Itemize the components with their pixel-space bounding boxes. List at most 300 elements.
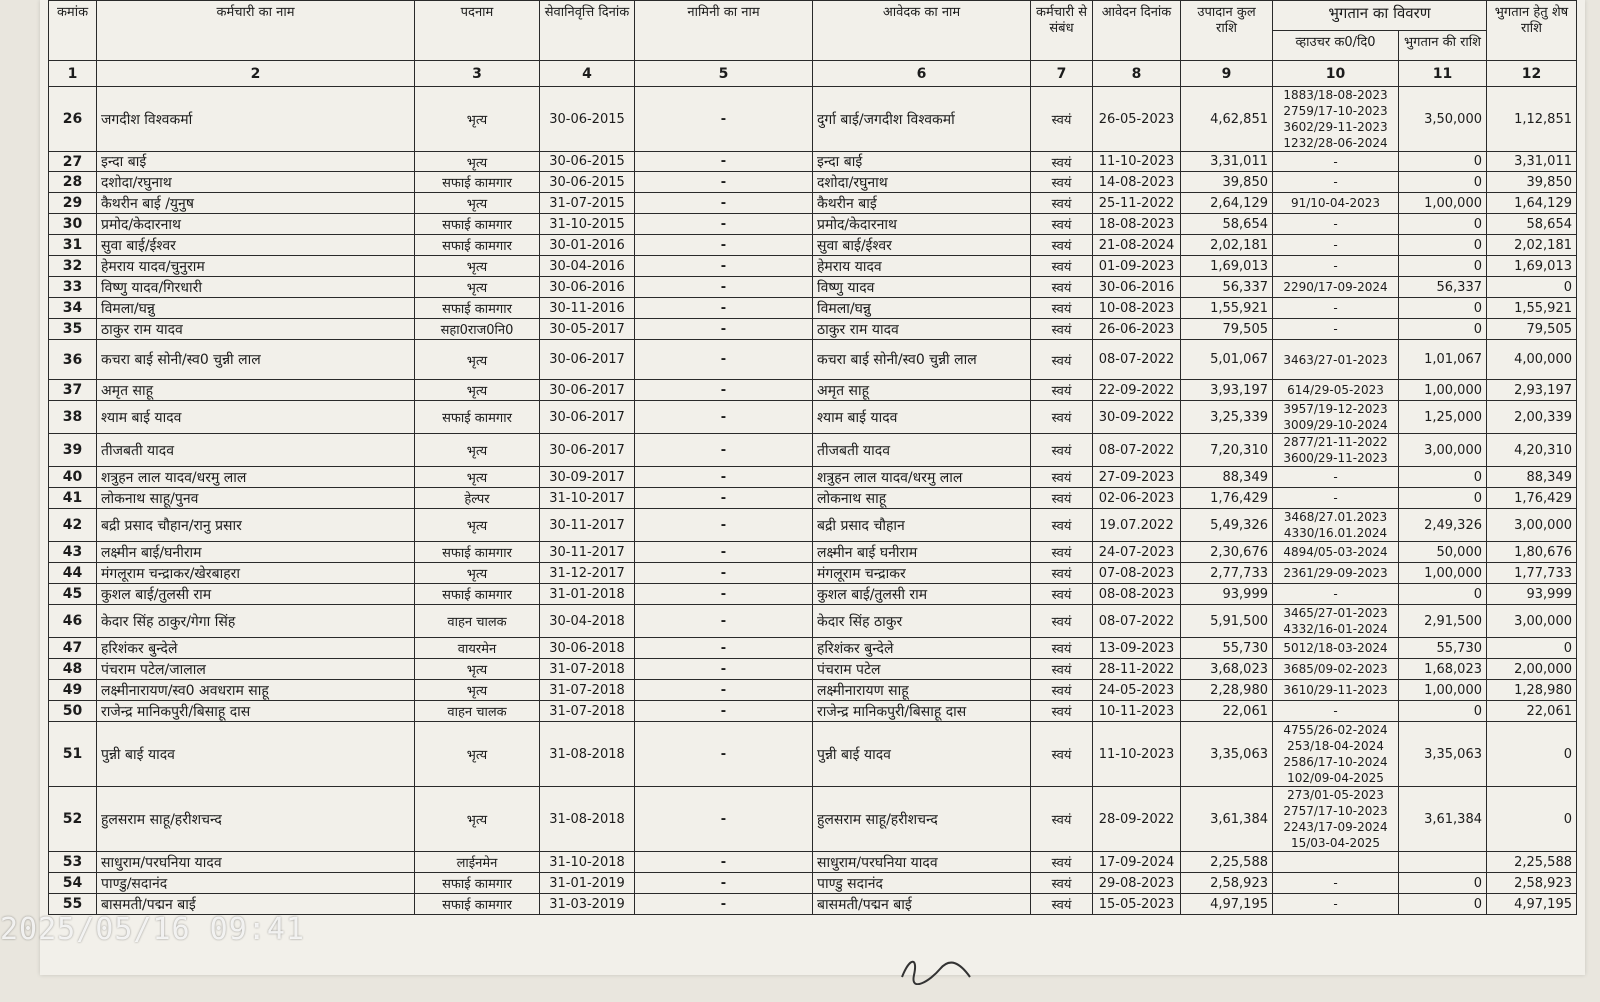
voucher-cell: - xyxy=(1273,873,1399,894)
balance-cell: 2,93,197 xyxy=(1487,380,1577,401)
designation-cell: भृत्य xyxy=(415,722,540,787)
retirement-date-cell: 31-07-2018 xyxy=(540,701,635,722)
applicant-name-cell: पाण्डु सदानंद xyxy=(813,873,1031,894)
application-date-cell: 08-07-2022 xyxy=(1093,434,1181,467)
designation-cell: भृत्य xyxy=(415,380,540,401)
table-row xyxy=(49,256,1577,277)
nominee-cell: - xyxy=(635,701,813,722)
applicant-name-cell: राजेन्द्र मानिकपुरी/बिसाहू दास xyxy=(813,701,1031,722)
nominee-cell: - xyxy=(635,488,813,509)
balance-cell: 88,349 xyxy=(1487,467,1577,488)
relation-cell: स्वयं xyxy=(1031,256,1093,277)
employee-name-cell: लोकनाथ साहू/पुनव xyxy=(97,488,415,509)
nominee-cell: - xyxy=(635,638,813,659)
gratuity-total-cell: 2,02,181 xyxy=(1181,235,1273,256)
applicant-name-cell: दुर्गा बाई/जगदीश विश्वकर्मा xyxy=(813,87,1031,152)
gratuity-total-cell: 2,58,923 xyxy=(1181,873,1273,894)
applicant-name-cell: बासमती/पद्मन बाई xyxy=(813,894,1031,915)
voucher-cell: - xyxy=(1273,488,1399,509)
relation-cell: स्वयं xyxy=(1031,298,1093,319)
relation-cell: स्वयं xyxy=(1031,659,1093,680)
relation-cell: स्वयं xyxy=(1031,509,1093,542)
applicant-name-cell: प्रमोद/केदारनाथ xyxy=(813,214,1031,235)
applicant-name-cell: साधुराम/परघनिया यादव xyxy=(813,852,1031,873)
header-voucher: व्हाउचर क0/दि0 xyxy=(1273,31,1399,61)
applicant-name-cell: अमृत साहू xyxy=(813,380,1031,401)
designation-cell: वाहन चालक xyxy=(415,605,540,638)
retirement-date-cell: 31-08-2018 xyxy=(540,787,635,852)
designation-cell: भृत्य xyxy=(415,659,540,680)
applicant-name-cell: कचरा बाई सोनी/स्व0 चुन्नी लाल xyxy=(813,340,1031,380)
table-row xyxy=(49,542,1577,563)
designation-cell: भृत्य xyxy=(415,256,540,277)
gratuity-total-cell: 58,654 xyxy=(1181,214,1273,235)
retirement-date-cell: 31-08-2018 xyxy=(540,722,635,787)
application-date-cell: 28-11-2022 xyxy=(1093,659,1181,680)
header-payment-details: भुगतान का विवरण xyxy=(1273,1,1487,31)
retirement-date-cell: 30-05-2017 xyxy=(540,319,635,340)
gratuity-register-table xyxy=(48,0,1577,915)
designation-cell: सफाई कामगार xyxy=(415,235,540,256)
applicant-name-cell: श्याम बाई यादव xyxy=(813,401,1031,434)
voucher-cell: 3463/27-01-2023 xyxy=(1273,340,1399,380)
table-row xyxy=(49,298,1577,319)
header-row-top xyxy=(49,1,1577,31)
payment-amount-cell: 50,000 xyxy=(1399,542,1487,563)
voucher-cell: - xyxy=(1273,152,1399,172)
voucher-cell: 273/01-05-2023 2757/17-10-2023 2243/17-09-2024 15/03-04-2025 xyxy=(1273,787,1399,852)
table-row xyxy=(49,340,1577,380)
serial-cell: 40 xyxy=(49,467,97,488)
employee-name-cell: लक्ष्मीनारायण/स्व0 अवधराम साहू xyxy=(97,680,415,701)
retirement-date-cell: 30-06-2015 xyxy=(540,87,635,152)
retirement-date-cell: 30-09-2017 xyxy=(540,467,635,488)
payment-amount-cell: 1,00,000 xyxy=(1399,563,1487,584)
application-date-cell: 29-08-2023 xyxy=(1093,873,1181,894)
application-date-cell: 22-09-2022 xyxy=(1093,380,1181,401)
gratuity-total-cell: 3,68,023 xyxy=(1181,659,1273,680)
employee-name-cell: सुवा बाई/ईश्वर xyxy=(97,235,415,256)
applicant-name-cell: तीजबती यादव xyxy=(813,434,1031,467)
table-row xyxy=(49,467,1577,488)
nominee-cell: - xyxy=(635,584,813,605)
relation-cell: स्वयं xyxy=(1031,340,1093,380)
nominee-cell: - xyxy=(635,659,813,680)
header-nominee-name: नामिनी का नाम xyxy=(635,1,813,61)
designation-cell: वाहन चालक xyxy=(415,701,540,722)
voucher-cell: 5012/18-03-2024 xyxy=(1273,638,1399,659)
gratuity-total-cell: 2,77,733 xyxy=(1181,563,1273,584)
balance-cell: 0 xyxy=(1487,277,1577,298)
nominee-cell: - xyxy=(635,193,813,214)
table-row xyxy=(49,488,1577,509)
applicant-name-cell: मंगलूराम चन्द्राकर xyxy=(813,563,1031,584)
payment-amount-cell: 0 xyxy=(1399,298,1487,319)
relation-cell: स्वयं xyxy=(1031,214,1093,235)
voucher-cell: - xyxy=(1273,214,1399,235)
payment-amount-cell: 0 xyxy=(1399,488,1487,509)
payment-amount-cell: 0 xyxy=(1399,701,1487,722)
retirement-date-cell: 31-07-2018 xyxy=(540,680,635,701)
employee-name-cell: विष्णु यादव/गिरधारी xyxy=(97,277,415,298)
employee-name-cell: लक्ष्मीन बाई/घनीराम xyxy=(97,542,415,563)
gratuity-total-cell: 3,61,384 xyxy=(1181,787,1273,852)
nominee-cell: - xyxy=(635,722,813,787)
voucher-cell: 4755/26-02-2024 253/18-04-2024 2586/17-10-2024 102/09-04-2025 xyxy=(1273,722,1399,787)
payment-amount-cell: 0 xyxy=(1399,584,1487,605)
payment-amount-cell: 0 xyxy=(1399,319,1487,340)
balance-cell: 4,00,000 xyxy=(1487,340,1577,380)
payment-amount-cell: 55,730 xyxy=(1399,638,1487,659)
column-number: 2 xyxy=(97,61,415,87)
table-row xyxy=(49,787,1577,852)
relation-cell: स्वयं xyxy=(1031,193,1093,214)
gratuity-total-cell: 1,76,429 xyxy=(1181,488,1273,509)
table-row xyxy=(49,852,1577,873)
serial-cell: 45 xyxy=(49,584,97,605)
relation-cell: स्वयं xyxy=(1031,467,1093,488)
payment-amount-cell: 3,61,384 xyxy=(1399,787,1487,852)
column-number: 10 xyxy=(1273,61,1399,87)
voucher-cell: 91/10-04-2023 xyxy=(1273,193,1399,214)
applicant-name-cell: दशोदा/रघुनाथ xyxy=(813,172,1031,193)
applicant-name-cell: लक्ष्मीन बाई घनीराम xyxy=(813,542,1031,563)
application-date-cell: 30-09-2022 xyxy=(1093,401,1181,434)
gratuity-total-cell: 1,69,013 xyxy=(1181,256,1273,277)
document-sheet xyxy=(40,0,1585,975)
payment-amount-cell: 1,68,023 xyxy=(1399,659,1487,680)
gratuity-total-cell: 3,93,197 xyxy=(1181,380,1273,401)
nominee-cell: - xyxy=(635,894,813,915)
table-row xyxy=(49,680,1577,701)
payment-amount-cell: 56,337 xyxy=(1399,277,1487,298)
serial-cell: 28 xyxy=(49,172,97,193)
employee-name-cell: कुशल बाई/तुलसी राम xyxy=(97,584,415,605)
payment-amount-cell xyxy=(1399,852,1487,873)
nominee-cell: - xyxy=(635,467,813,488)
employee-name-cell: साधुराम/परघनिया यादव xyxy=(97,852,415,873)
voucher-cell: 3957/19-12-2023 3009/29-10-2024 xyxy=(1273,401,1399,434)
serial-cell: 26 xyxy=(49,87,97,152)
application-date-cell: 26-05-2023 xyxy=(1093,87,1181,152)
serial-cell: 38 xyxy=(49,401,97,434)
table-row xyxy=(49,214,1577,235)
employee-name-cell: कैथरीन बाई /युनुष xyxy=(97,193,415,214)
table-row xyxy=(49,87,1577,152)
applicant-name-cell: हेमराय यादव xyxy=(813,256,1031,277)
voucher-cell: - xyxy=(1273,256,1399,277)
column-number: 4 xyxy=(540,61,635,87)
table-row xyxy=(49,584,1577,605)
payment-amount-cell: 3,00,000 xyxy=(1399,434,1487,467)
gratuity-total-cell: 2,64,129 xyxy=(1181,193,1273,214)
application-date-cell: 02-06-2023 xyxy=(1093,488,1181,509)
nominee-cell: - xyxy=(635,214,813,235)
designation-cell: भृत्य xyxy=(415,680,540,701)
voucher-cell: - xyxy=(1273,701,1399,722)
column-number: 6 xyxy=(813,61,1031,87)
relation-cell: स्वयं xyxy=(1031,605,1093,638)
employee-name-cell: हुलसराम साहू/हरीशचन्द xyxy=(97,787,415,852)
relation-cell: स्वयं xyxy=(1031,488,1093,509)
designation-cell: भृत्य xyxy=(415,340,540,380)
serial-cell: 53 xyxy=(49,852,97,873)
designation-cell: लाईनमेन xyxy=(415,852,540,873)
nominee-cell: - xyxy=(635,873,813,894)
column-number: 3 xyxy=(415,61,540,87)
employee-name-cell: पाण्डु/सदानंद xyxy=(97,873,415,894)
gratuity-total-cell: 79,505 xyxy=(1181,319,1273,340)
nominee-cell: - xyxy=(635,152,813,172)
relation-cell: स्वयं xyxy=(1031,584,1093,605)
balance-cell: 1,69,013 xyxy=(1487,256,1577,277)
balance-cell: 1,64,129 xyxy=(1487,193,1577,214)
gratuity-total-cell: 22,061 xyxy=(1181,701,1273,722)
application-date-cell: 08-07-2022 xyxy=(1093,340,1181,380)
employee-name-cell: अमृत साहू xyxy=(97,380,415,401)
serial-cell: 33 xyxy=(49,277,97,298)
nominee-cell: - xyxy=(635,434,813,467)
balance-cell: 1,76,429 xyxy=(1487,488,1577,509)
relation-cell: स्वयं xyxy=(1031,152,1093,172)
nominee-cell: - xyxy=(635,605,813,638)
header-payment-amount: भुगतान की राशि xyxy=(1399,31,1487,61)
applicant-name-cell: पंचराम पटेल xyxy=(813,659,1031,680)
register-body xyxy=(49,87,1577,915)
gratuity-total-cell: 3,35,063 xyxy=(1181,722,1273,787)
serial-cell: 55 xyxy=(49,894,97,915)
relation-cell: स्वयं xyxy=(1031,787,1093,852)
relation-cell: स्वयं xyxy=(1031,894,1093,915)
employee-name-cell: केदार सिंह ठाकुर/गेगा सिंह xyxy=(97,605,415,638)
application-date-cell: 27-09-2023 xyxy=(1093,467,1181,488)
table-row xyxy=(49,319,1577,340)
payment-amount-cell: 0 xyxy=(1399,467,1487,488)
voucher-cell: 4894/05-03-2024 xyxy=(1273,542,1399,563)
applicant-name-cell: इन्दा बाई xyxy=(813,152,1031,172)
voucher-cell: 3468/27.01.2023 4330/16.01.2024 xyxy=(1273,509,1399,542)
retirement-date-cell: 31-12-2017 xyxy=(540,563,635,584)
retirement-date-cell: 30-06-2015 xyxy=(540,172,635,193)
gratuity-total-cell: 4,62,851 xyxy=(1181,87,1273,152)
gratuity-total-cell: 2,28,980 xyxy=(1181,680,1273,701)
nominee-cell: - xyxy=(635,340,813,380)
header-designation: पदनाम xyxy=(415,1,540,61)
voucher-cell: 3685/09-02-2023 xyxy=(1273,659,1399,680)
designation-cell: भृत्य xyxy=(415,434,540,467)
applicant-name-cell: हुलसराम साहू/हरीशचन्द xyxy=(813,787,1031,852)
header-retirement-date: सेवानिवृत्ति दिनांक xyxy=(540,1,635,61)
applicant-name-cell: लक्ष्मीनारायण साहू xyxy=(813,680,1031,701)
table-row xyxy=(49,563,1577,584)
serial-cell: 42 xyxy=(49,509,97,542)
table-row xyxy=(49,401,1577,434)
serial-cell: 44 xyxy=(49,563,97,584)
retirement-date-cell: 30-04-2016 xyxy=(540,256,635,277)
column-number: 12 xyxy=(1487,61,1577,87)
voucher-cell: 2290/17-09-2024 xyxy=(1273,277,1399,298)
relation-cell: स्वयं xyxy=(1031,680,1093,701)
payment-amount-cell: 3,35,063 xyxy=(1399,722,1487,787)
payment-amount-cell: 1,00,000 xyxy=(1399,193,1487,214)
nominee-cell: - xyxy=(635,380,813,401)
retirement-date-cell: 31-01-2018 xyxy=(540,584,635,605)
serial-cell: 47 xyxy=(49,638,97,659)
nominee-cell: - xyxy=(635,298,813,319)
nominee-cell: - xyxy=(635,401,813,434)
serial-cell: 35 xyxy=(49,319,97,340)
balance-cell: 2,25,588 xyxy=(1487,852,1577,873)
serial-cell: 43 xyxy=(49,542,97,563)
serial-cell: 52 xyxy=(49,787,97,852)
designation-cell: सफाई कामगार xyxy=(415,172,540,193)
serial-cell: 30 xyxy=(49,214,97,235)
balance-cell: 3,00,000 xyxy=(1487,605,1577,638)
table-row xyxy=(49,701,1577,722)
relation-cell: स्वयं xyxy=(1031,701,1093,722)
balance-cell: 1,77,733 xyxy=(1487,563,1577,584)
gratuity-total-cell: 5,91,500 xyxy=(1181,605,1273,638)
retirement-date-cell: 30-04-2018 xyxy=(540,605,635,638)
table-row xyxy=(49,193,1577,214)
applicant-name-cell: कैथरीन बाई xyxy=(813,193,1031,214)
header-application-date: आवेदन दिनांक xyxy=(1093,1,1181,61)
designation-cell: भृत्य xyxy=(415,563,540,584)
applicant-name-cell: बद्री प्रसाद चौहान xyxy=(813,509,1031,542)
application-date-cell: 08-08-2023 xyxy=(1093,584,1181,605)
table-row xyxy=(49,873,1577,894)
balance-cell: 2,00,000 xyxy=(1487,659,1577,680)
employee-name-cell: ठाकुर राम यादव xyxy=(97,319,415,340)
payment-amount-cell: 0 xyxy=(1399,894,1487,915)
table-row xyxy=(49,659,1577,680)
employee-name-cell: विमला/घन्नु xyxy=(97,298,415,319)
application-date-cell: 10-08-2023 xyxy=(1093,298,1181,319)
nominee-cell: - xyxy=(635,319,813,340)
application-date-cell: 11-10-2023 xyxy=(1093,152,1181,172)
balance-cell: 58,654 xyxy=(1487,214,1577,235)
retirement-date-cell: 31-10-2017 xyxy=(540,488,635,509)
application-date-cell: 10-11-2023 xyxy=(1093,701,1181,722)
serial-cell: 39 xyxy=(49,434,97,467)
balance-cell: 1,12,851 xyxy=(1487,87,1577,152)
retirement-date-cell: 30-11-2017 xyxy=(540,542,635,563)
payment-amount-cell: 0 xyxy=(1399,256,1487,277)
balance-cell: 39,850 xyxy=(1487,172,1577,193)
payment-amount-cell: 3,50,000 xyxy=(1399,87,1487,152)
retirement-date-cell: 30-06-2018 xyxy=(540,638,635,659)
column-number: 9 xyxy=(1181,61,1273,87)
employee-name-cell: हेमराय यादव/चुनुराम xyxy=(97,256,415,277)
gratuity-total-cell: 5,01,067 xyxy=(1181,340,1273,380)
application-date-cell: 18-08-2023 xyxy=(1093,214,1181,235)
designation-cell: सफाई कामगार xyxy=(415,298,540,319)
relation-cell: स्वयं xyxy=(1031,434,1093,467)
designation-cell: भृत्य xyxy=(415,152,540,172)
gratuity-total-cell: 1,55,921 xyxy=(1181,298,1273,319)
retirement-date-cell: 30-06-2017 xyxy=(540,401,635,434)
nominee-cell: - xyxy=(635,256,813,277)
designation-cell: सहा0राज0नि0 xyxy=(415,319,540,340)
serial-cell: 37 xyxy=(49,380,97,401)
header-balance: भुगतान हेतु शेष राशि xyxy=(1487,1,1577,61)
application-date-cell: 15-05-2023 xyxy=(1093,894,1181,915)
voucher-cell: 3465/27-01-2023 4332/16-01-2024 xyxy=(1273,605,1399,638)
balance-cell: 4,20,310 xyxy=(1487,434,1577,467)
balance-cell: 1,55,921 xyxy=(1487,298,1577,319)
employee-name-cell: पुन्नी बाई यादव xyxy=(97,722,415,787)
balance-cell: 22,061 xyxy=(1487,701,1577,722)
designation-cell: हेल्पर xyxy=(415,488,540,509)
gratuity-total-cell: 56,337 xyxy=(1181,277,1273,298)
payment-amount-cell: 2,49,326 xyxy=(1399,509,1487,542)
application-date-cell: 28-09-2022 xyxy=(1093,787,1181,852)
voucher-cell: 1883/18-08-2023 2759/17-10-2023 3602/29-11-2023 1232/28-06-2024 xyxy=(1273,87,1399,152)
balance-cell: 0 xyxy=(1487,722,1577,787)
retirement-date-cell: 30-11-2017 xyxy=(540,509,635,542)
applicant-name-cell: शत्रुहन लाल यादव/धरमु लाल xyxy=(813,467,1031,488)
applicant-name-cell: विमला/घन्नु xyxy=(813,298,1031,319)
retirement-date-cell: 30-06-2017 xyxy=(540,380,635,401)
payment-amount-cell: 0 xyxy=(1399,873,1487,894)
balance-cell: 4,97,195 xyxy=(1487,894,1577,915)
employee-name-cell: तीजबती यादव xyxy=(97,434,415,467)
nominee-cell: - xyxy=(635,787,813,852)
application-date-cell: 19.07.2022 xyxy=(1093,509,1181,542)
employee-name-cell: श्याम बाई यादव xyxy=(97,401,415,434)
relation-cell: स्वयं xyxy=(1031,542,1093,563)
application-date-cell: 01-09-2023 xyxy=(1093,256,1181,277)
camera-timestamp: 2025/05/16 09:41 xyxy=(0,912,305,947)
designation-cell: भृत्य xyxy=(415,467,540,488)
header-relation: कर्मचारी से संबंध xyxy=(1031,1,1093,61)
table-row xyxy=(49,605,1577,638)
balance-cell: 0 xyxy=(1487,638,1577,659)
employee-name-cell: हरिशंकर बुन्देले xyxy=(97,638,415,659)
nominee-cell: - xyxy=(635,172,813,193)
employee-name-cell: प्रमोद/केदारनाथ xyxy=(97,214,415,235)
header-employee-name: कर्मचारी का नाम xyxy=(97,1,415,61)
payment-amount-cell: 1,25,000 xyxy=(1399,401,1487,434)
payment-amount-cell: 0 xyxy=(1399,235,1487,256)
nominee-cell: - xyxy=(635,542,813,563)
applicant-name-cell: विष्णु यादव xyxy=(813,277,1031,298)
nominee-cell: - xyxy=(635,680,813,701)
employee-name-cell: कचरा बाई सोनी/स्व0 चुन्नी लाल xyxy=(97,340,415,380)
designation-cell: सफाई कामगार xyxy=(415,542,540,563)
relation-cell: स्वयं xyxy=(1031,87,1093,152)
application-date-cell: 25-11-2022 xyxy=(1093,193,1181,214)
application-date-cell: 11-10-2023 xyxy=(1093,722,1181,787)
header-gratuity-total: उपादान कुल राशि xyxy=(1181,1,1273,61)
serial-cell: 31 xyxy=(49,235,97,256)
retirement-date-cell: 31-07-2015 xyxy=(540,193,635,214)
gratuity-total-cell: 55,730 xyxy=(1181,638,1273,659)
employee-name-cell: दशोदा/रघुनाथ xyxy=(97,172,415,193)
relation-cell: स्वयं xyxy=(1031,380,1093,401)
voucher-cell: - xyxy=(1273,298,1399,319)
relation-cell: स्वयं xyxy=(1031,638,1093,659)
voucher-cell: 2361/29-09-2023 xyxy=(1273,563,1399,584)
voucher-cell: 3610/29-11-2023 xyxy=(1273,680,1399,701)
applicant-name-cell: सुवा बाई/ईश्वर xyxy=(813,235,1031,256)
applicant-name-cell: कुशल बाई/तुलसी राम xyxy=(813,584,1031,605)
table-row xyxy=(49,235,1577,256)
employee-name-cell: इन्दा बाई xyxy=(97,152,415,172)
balance-cell: 3,31,011 xyxy=(1487,152,1577,172)
balance-cell: 0 xyxy=(1487,787,1577,852)
column-number-row xyxy=(49,61,1577,87)
